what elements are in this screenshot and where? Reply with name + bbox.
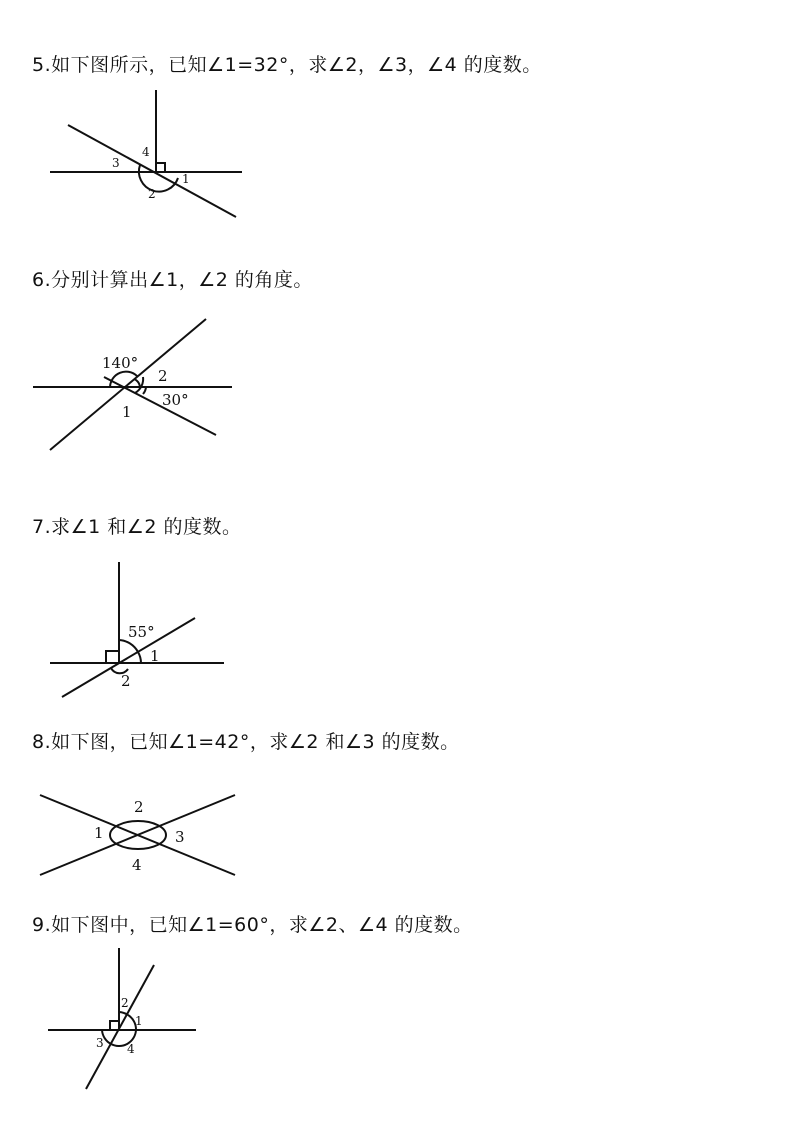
- fig6-label-2: 2: [158, 367, 168, 385]
- fig9-label-3: 3: [96, 1036, 104, 1050]
- fig5-angle-arc: [139, 165, 178, 192]
- fig9-label-2: 2: [121, 996, 129, 1010]
- fig5-label-4: 4: [142, 145, 150, 159]
- fig7-right-angle-mark: [106, 651, 119, 663]
- fig9-label-4: 4: [127, 1042, 135, 1056]
- fig8-label-1: 1: [94, 824, 104, 842]
- fig7-label-1: 1: [150, 647, 160, 665]
- question-7-text: 7.求∠1 和∠2 的度数。: [32, 516, 242, 538]
- fig6-arc-30: [143, 387, 146, 394]
- fig6-label-30: 30°: [162, 391, 189, 409]
- question-6-text: 6.分别计算出∠1，∠2 的角度。: [32, 269, 313, 291]
- question-8-text: 8.如下图，已知∠1=42°，求∠2 和∠3 的度数。: [32, 731, 460, 753]
- question-9-text: 9.如下图中，已知∠1=60°，求∠2、∠4 的度数。: [32, 914, 473, 936]
- figure-5: [40, 85, 260, 225]
- fig9-right-angle-mark: [110, 1021, 119, 1030]
- fig5-label-2: 2: [148, 187, 156, 201]
- question-5-text: 5.如下图所示，已知∠1=32°，求∠2，∠3，∠4 的度数。: [32, 54, 542, 76]
- fig6-diagonal-down: [104, 377, 216, 435]
- fig8-label-4: 4: [132, 856, 142, 874]
- fig7-label-55: 55°: [128, 623, 155, 641]
- fig7-arc-1: [138, 652, 141, 663]
- fig9-arc-2: [119, 1012, 128, 1015]
- fig5-right-angle-mark: [156, 163, 165, 172]
- fig5-label-1: 1: [182, 172, 190, 186]
- figure-7: [40, 560, 235, 700]
- fig6-diagonal-up: [50, 319, 206, 450]
- fig6-label-140: 140°: [102, 354, 139, 372]
- fig6-label-1: 1: [122, 403, 132, 421]
- figure-8: [35, 790, 245, 880]
- fig8-label-3: 3: [175, 828, 185, 846]
- fig6-arc-2: [134, 379, 140, 387]
- figure-6: [30, 315, 240, 455]
- fig7-arc-55: [119, 640, 138, 652]
- fig7-label-2: 2: [121, 672, 131, 690]
- fig5-label-3: 3: [112, 156, 120, 170]
- fig9-label-1: 1: [135, 1014, 143, 1028]
- figure-9: [40, 945, 210, 1095]
- fig8-label-2: 2: [134, 798, 144, 816]
